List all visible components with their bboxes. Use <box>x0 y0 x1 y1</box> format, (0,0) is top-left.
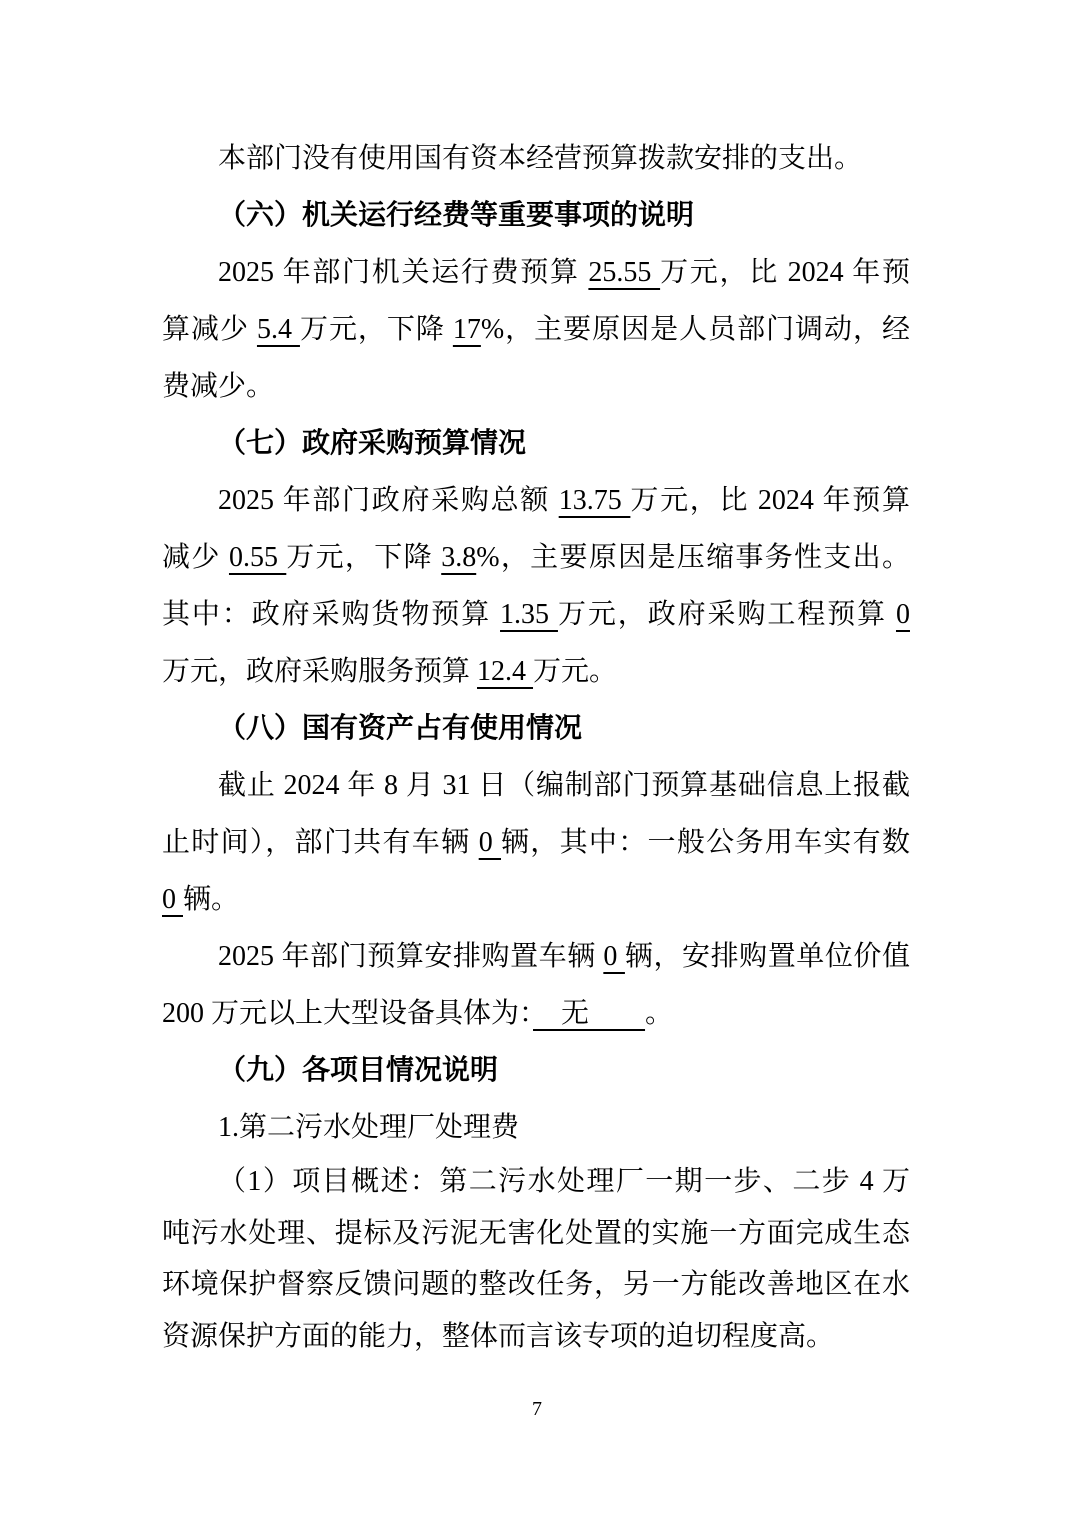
underlined-value: 无 <box>533 998 646 1029</box>
underlined-value: 12.4 <box>477 656 534 687</box>
text-line <box>162 130 910 187</box>
text-line <box>162 529 910 586</box>
text-line <box>162 814 910 871</box>
text-run: （1）项目概述：第二污水处理厂一期一步、二步 4 万 <box>218 1166 910 1197</box>
text-line <box>162 358 910 415</box>
text-run: 辆，其中：一般公务用车实有数 <box>501 827 910 858</box>
text-line <box>162 1099 910 1156</box>
text-run: 资源保护方面的能力，整体而言该专项的迫切程度高。 <box>162 1320 835 1352</box>
page-number: 7 <box>532 1398 542 1420</box>
text-run: 2025 年部门政府采购总额 <box>218 485 559 516</box>
underlined-value: 0 <box>162 884 183 915</box>
text-line <box>162 757 910 814</box>
underlined-value: 0.55 <box>228 542 287 573</box>
text-run: （八）国有资产占有使用情况 <box>218 713 583 744</box>
section-heading <box>162 1042 910 1099</box>
text-run: 减少 <box>162 542 229 573</box>
text-line <box>162 928 910 985</box>
text-run: 辆，安排购置单位价值 <box>624 941 910 972</box>
text-line <box>162 1208 910 1260</box>
text-run: （七）政府采购预算情况 <box>218 428 527 459</box>
underlined-value: 13.75 <box>558 485 631 516</box>
text-line <box>162 1311 910 1363</box>
text-line <box>162 1156 910 1208</box>
section-heading <box>162 415 910 472</box>
text-run: 本部门没有使用国有资本经营预算拨款安排的支出。 <box>218 143 863 174</box>
text-line <box>162 472 910 529</box>
text-run: 2025 年部门预算安排购置车辆 <box>218 941 604 972</box>
text-run: 万元，下降 <box>286 542 442 573</box>
text-run: 算减少 <box>162 314 257 345</box>
text-run: 其中：政府采购货物预算 <box>162 599 501 630</box>
text-run: 万元，政府采购服务预算 <box>162 656 478 687</box>
underlined-value: 17 <box>452 314 481 345</box>
text-run: （九）各项目情况说明 <box>218 1055 499 1086</box>
text-line <box>162 871 910 928</box>
text-run: %，主要原因是人员部门调动，经 <box>480 314 910 345</box>
underlined-value: 0 <box>895 599 910 630</box>
text-run: 万元，下降 <box>299 314 453 345</box>
text-line <box>162 301 910 358</box>
text-line <box>162 1259 910 1311</box>
text-run: （六）机关运行经费等重要事项的说明 <box>218 200 695 231</box>
text-run: 万元。 <box>533 656 618 687</box>
text-run: 万元，比 2024 年预算 <box>630 485 910 516</box>
underlined-value: 25.55 <box>588 257 661 288</box>
section-heading <box>162 700 910 757</box>
text-run: 万元，政府采购工程预算 <box>557 599 896 630</box>
text-run: 2025 年部门机关运行费预算 <box>218 257 589 288</box>
text-run: 截止 2024 年 8 月 31 日（编制部门预算基础信息上报截 <box>218 770 910 801</box>
underlined-value: 5.4 <box>256 314 300 345</box>
text-run: 200 万元以上大型设备具体为： <box>162 998 534 1029</box>
underlined-value: 0 <box>478 827 501 858</box>
underlined-value: 0 <box>603 941 625 972</box>
section-heading <box>162 187 910 244</box>
text-run: 1.第二污水处理厂处理费 <box>218 1112 520 1143</box>
underlined-value: 3.8 <box>441 542 477 573</box>
text-line <box>162 643 910 700</box>
text-run: 。 <box>645 998 674 1029</box>
text-run: 辆。 <box>183 884 240 915</box>
document-body <box>162 130 910 1362</box>
text-line <box>162 244 910 301</box>
text-run: 环境保护督察反馈问题的整改任务，另一方能改善地区在水 <box>162 1269 910 1300</box>
text-line <box>162 586 910 643</box>
text-run: 费减少。 <box>162 371 275 402</box>
text-line <box>162 985 910 1042</box>
text-run: 万元，比 2024 年预 <box>660 257 910 288</box>
underlined-value: 1.35 <box>500 599 558 630</box>
text-run: 止时间），部门共有车辆 <box>162 827 479 858</box>
page-footer <box>0 1398 1074 1421</box>
text-run: %，主要原因是压缩事务性支出。 <box>476 542 911 573</box>
text-run: 吨污水处理、提标及污泥无害化处置的实施一方面完成生态 <box>162 1217 910 1249</box>
